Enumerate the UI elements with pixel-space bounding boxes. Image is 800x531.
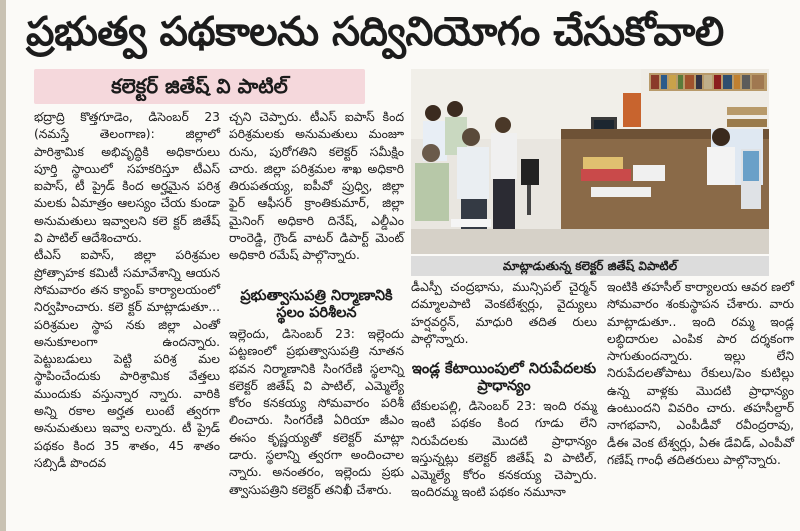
page-edge-strip: [0, 0, 6, 531]
paragraph: భద్రాద్రి కొత్తగూడెం, డిసెంబర్ 23 (నమస్తే తెలంగాణ): జిల్లాలో పారిశ్రామిక అభివృద్ధికి అధికారులు పూర్తి స్థాయిలో సహకరిస్తూ టీఎస్ ఐపాస్, టీ ప్రైడ్ కింద అర్హమైన పరిశ్ర మలకు ఏమాత్రం ఆలస్యం చేయ కుండా అనుమతులు ఇవ్వాలని కలె క్టర్ జితేష్ వి పాటిల్ ఆదేశించారు.: [34, 110, 220, 246]
article-column-2: [229, 109, 404, 265]
paragraph: ఇంటికి తహసీల్ కార్యాలయ ఆవర ణలో సోమవారం శంకుస్థాపన చేశారు. వారు మాట్లాడుతూ.. ఇంది రమ్మ ఇండ్ల లబ్ధిదారుల ఎంపిక పార దర్శకంగా సాగుతుందన్నారు. ఇల్లు లేని నిరుపేదలతోపాటు రేకులు/పెం కుటిల్లు ఉన్న వాళ్లకు మొదటి ప్రాధాన్యం ఉంటుందని వివరిం చారు. తహసీల్దార్ నాగభవాని, ఎంపీడీవో రవీంద్రరావు, డీఈ వెంక టేశ్వర్లు, ఏఈ డేవిడ్, ఎంపీవో గణేష్ గాంధీ తదితరులు పాల్గొన్నారు.: [607, 280, 794, 467]
section-heading-hospital: ప్రభుత్వాసుపత్రి నిర్మాణానికి స్థలం పరిశీలన: [240, 288, 393, 321]
subheadline: కలెక్టర్ జితేష్ వి పాటిల్: [34, 69, 365, 104]
headline: ప్రభుత్వ పథకాలను సద్వినియోగం చేసుకోవాలి: [26, 9, 724, 55]
article-column-4: [607, 279, 794, 469]
paragraph: టీఎస్ ఐపాస్, జిల్లా పరిశ్రమల ప్రోత్సాహక కమిటీ సమావేశాన్ని ఆయన సోమవారం తన క్యాంప్ కార్యాలయంలో నిర్వహించారు. కలె క్టర్ మాట్లాడుతూ... పరిశ్రమల స్థాప నకు జిల్లా ఎంతో అనుకూలంగా ఉందన్నారు. పెట్టుబడులు పెట్టి పరిశ్ర మల స్థాపించేందుకు పారిశ్రామిక వేత్తలు ముందుకు వస్తున్నార న్నారు. వారికి అన్ని రకాల అర్హత లుంటే త్వరగా అనుమతులు ఇవ్వా లన్నారు. టీ ప్రైడ్ పథకం కింద 35 శాతం, 45 శాతం సబ్సిడీ పొందవ: [34, 248, 220, 470]
article-column-1: [34, 109, 220, 472]
photo-caption: మాట్లాడుతున్న కలెక్టర్ జితేష్ విపాటిల్: [411, 256, 769, 276]
paragraph: టేకులపల్లి, డిసెంబర్ 23: ఇంది రమ్మ ఇంటి పథకం కింద గూడు లేని నిరుపేదలకు మొదటి ప్రాధాన్యం ఇస్తున్నట్లు కలెక్టర్ జితేష్ వి పాటిల్, ఎమ్మెల్యే కోరం కనకయ్య చెప్పారు. ఇందిరమ్మ ఇంటి పథకం నమూనా: [411, 399, 597, 500]
section-heading-housing: ఇండ్ల కేటాయింపులో నిరుపేదలకు ప్రాధాన్యం: [411, 361, 597, 394]
paragraph: ఇల్లెందు, డిసెంబర్ 23: ఇల్లెందు పట్టణంలో ప్రభుత్వాసుపత్రి నూతన భవన నిర్మాణానికి సింగరేణి స్థలాన్ని కలెక్టర్ జితేష్ వి పాటిల్, ఎమ్మెల్యే కోరం కనకయ్య సోమవారం పరిశీ లించారు. సింగరేణి ఏరియా జీఎం ఈసం కృష్ణయ్యతో కలెక్టర్ మాట్లా డారు. స్థలాన్ని త్వరగా అందించాల న్నారు. అనంతరం, ఇల్లెందు ప్రభు త్వాసుపత్రిని కలెక్టర్ తనిఖీ చేశారు.: [229, 327, 404, 497]
article-column-2b: [229, 326, 404, 499]
paragraph: డీఎస్పీ చంద్రభాను, మున్సిపల్ చైర్మన్ దమ్మాలపాటి వెంకటేశ్వర్లు, వైద్యులు హర్షవర్ధన్, మాధురి తదిత రులు పాల్గొన్నారు.: [411, 280, 597, 346]
article-column-3: [411, 279, 597, 348]
news-photo: [411, 69, 769, 254]
paragraph: చ్చని చెప్పారు. టీఎస్ ఐపాస్ కింద పరిశ్రమలకు అనుమతులు మంజూ రును, పురోగతిని కలెక్టర్ సమీక్షిం చారు. జిల్లా పరిశ్రమల శాఖ అధికారి తిరుపతయ్య, ఐపీవో ప్రుధ్వి, జిల్లా ఫైర్ ఆఫీసర్ క్రాంతికుమార్, జిల్లా మైనింగ్ అధికారి దినేష్, ఎల్డీఎం రాంరెడ్డి, గ్రౌండ్ వాటర్ డిపార్ట్ మెంట్ అధికారి రమేష్ పాల్గొన్నారు.: [229, 110, 404, 263]
article-column-3b: [411, 398, 597, 502]
